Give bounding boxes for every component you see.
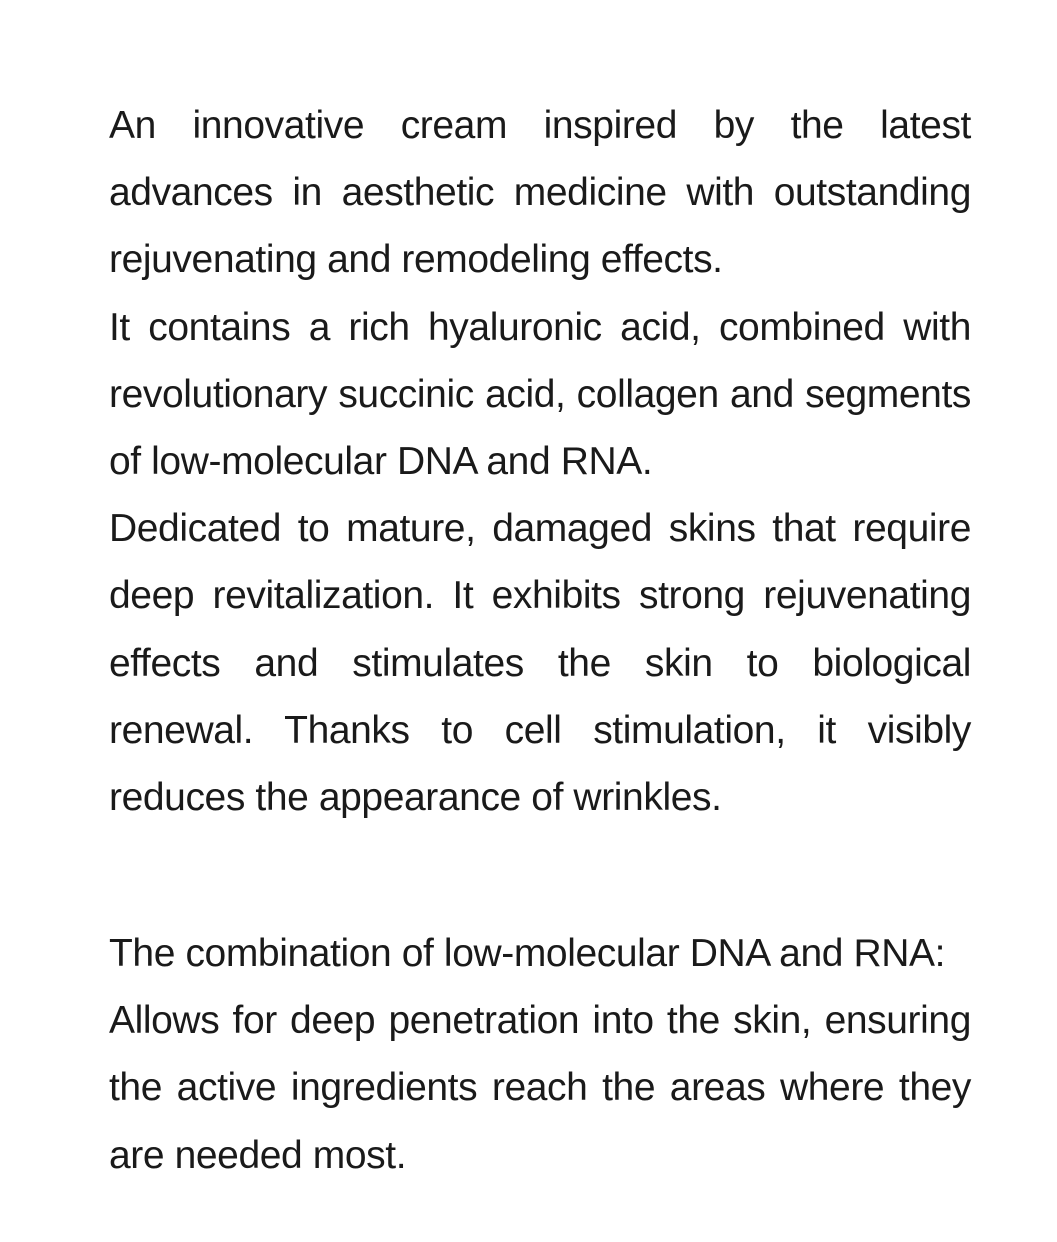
dna-rna-section	[109, 920, 971, 1189]
product-description	[109, 92, 971, 831]
description-paragraph-benefits: Dedicated to mature, damaged skins that require deep revitalization. It exhibits strong rejuvenating effects and stimulates the skin to biological renewal. Thanks to cell stimulation, it visibly reduces the appearance of wrinkles.	[109, 507, 971, 820]
dna-rna-heading: The combination of low-molecular DNA and RNA:	[109, 932, 946, 975]
dna-rna-body: Allows for deep penetration into the skin, ensuring the active ingredients reach the areas where they are needed most.	[109, 999, 971, 1177]
description-paragraph-ingredients: It contains a rich hyaluronic acid, combined with revolutionary succinic acid, collagen and segments of low-molecular DNA and RNA.	[109, 305, 971, 484]
description-paragraph-intro: An innovative cream inspired by the latest advances in aesthetic medicine with outstanding rejuvenating and remodeling effects.	[109, 104, 971, 282]
